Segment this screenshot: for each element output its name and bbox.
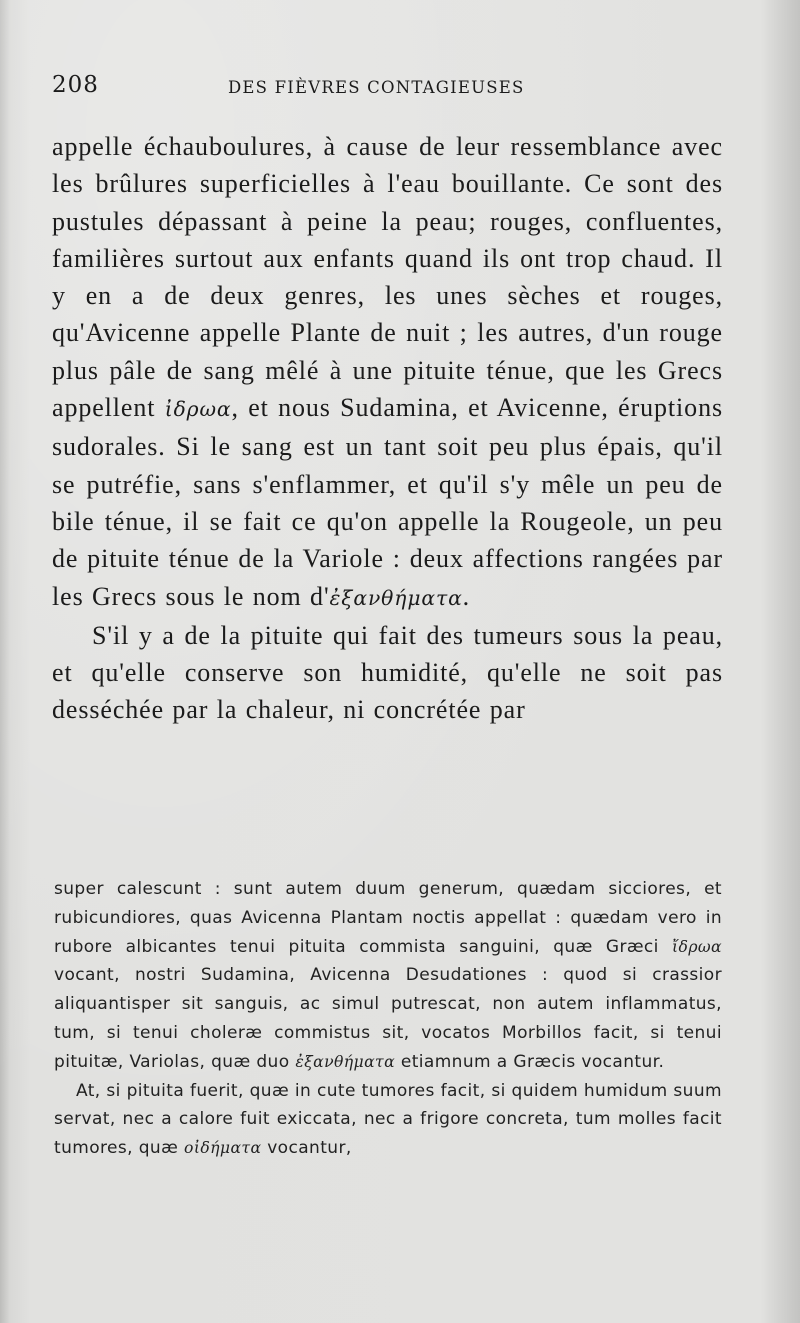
page-number: 208: [52, 72, 99, 98]
footnote-paragraph-1-part-c: etiamnum a Græcis vocantur.: [395, 1051, 665, 1072]
running-title: DES FIÈVRES CONTAGIEUSES: [228, 78, 525, 97]
footnote-greek-idroa: ἴδρωα: [671, 936, 722, 956]
latin-footnote: [54, 875, 722, 1163]
greek-word-exanthemata: ἐξανθήματα: [329, 585, 463, 610]
footnote-greek-exanthemata: ἐξανθήματα: [295, 1051, 396, 1071]
scan-edge-shadow: [760, 0, 800, 1323]
footnote-paragraph-2-part-b: vocantur,: [261, 1138, 352, 1159]
footnote-greek-oidemata: οἰδήματα: [184, 1138, 262, 1158]
main-text: [52, 128, 723, 729]
main-paragraph-1: [52, 128, 723, 617]
footnote-paragraph-2-part-a: At, si pituita fuerit, quæ in cute tumores facit, si quidem humidum suum servat, nec a calore fuit exiccata, nec a frigore concreta, tum molles facit tumores, quæ: [54, 1080, 722, 1159]
footnote-paragraph-1-part-a: super calescunt : sunt autem duum generum, quædam sicciores, et rubicundiores, quas Avicenna Plantam noctis appellat : quædam vero in rubore albicantes tenui pituita commista sanguini, quæ Græci: [54, 879, 722, 957]
main-paragraph-1-part-c: .: [462, 581, 471, 611]
greek-word-idroa: ἰδρωα: [164, 397, 232, 422]
footnote-paragraph-1-part-b: vocant, nostri Sudamina, Avicenna Desudationes : quod si crassior aliquantisper sit sanguis, ac simul putrescat, non autem inflammatus, tum, si tenui choleræ commistus sit, vocatos Morbillos facit, si tenui pituitæ, Variolas, quæ duo: [54, 965, 722, 1072]
running-head: [52, 72, 732, 106]
main-paragraph-1-part-b: , et nous Sudamina, et Avicenne, éruptions sudorales. Si le sang est un tant soit peu plus épais, qu'il se putréfie, sans s'enflammer, et qu'il s'y mêle un peu de bile ténue, il se fait ce qu'on appelle la Rougeole, un peu de pituite ténue de la Variole : deux affections rangées par les Grecs sous le nom d': [52, 393, 723, 611]
main-paragraph-2: S'il y a de la pituite qui fait des tumeurs sous la peau, et qu'elle conserve son humidité, qu'elle ne soit pas desséchée par la chaleur, ni concrétée par: [52, 620, 723, 725]
footnote-paragraph-2: [54, 1077, 722, 1163]
footnote-paragraph-1: [54, 875, 722, 1077]
main-paragraph-1-part-a: appelle échauboulures, à cause de leur ressemblance avec les brûlures superficielles à l'eau bouillante. Ce sont des pustules dépassant à peine la peau; rouges, confluentes, familières surtout aux enfants quand ils ont trop chaud. Il y en a de deux genres, les unes sèches et rouges, qu'Avicenne appelle Plante de nuit ; les autres, d'un rouge plus pâle de sang mêlé à une pituite ténue, que les Grecs appellent: [52, 132, 723, 423]
